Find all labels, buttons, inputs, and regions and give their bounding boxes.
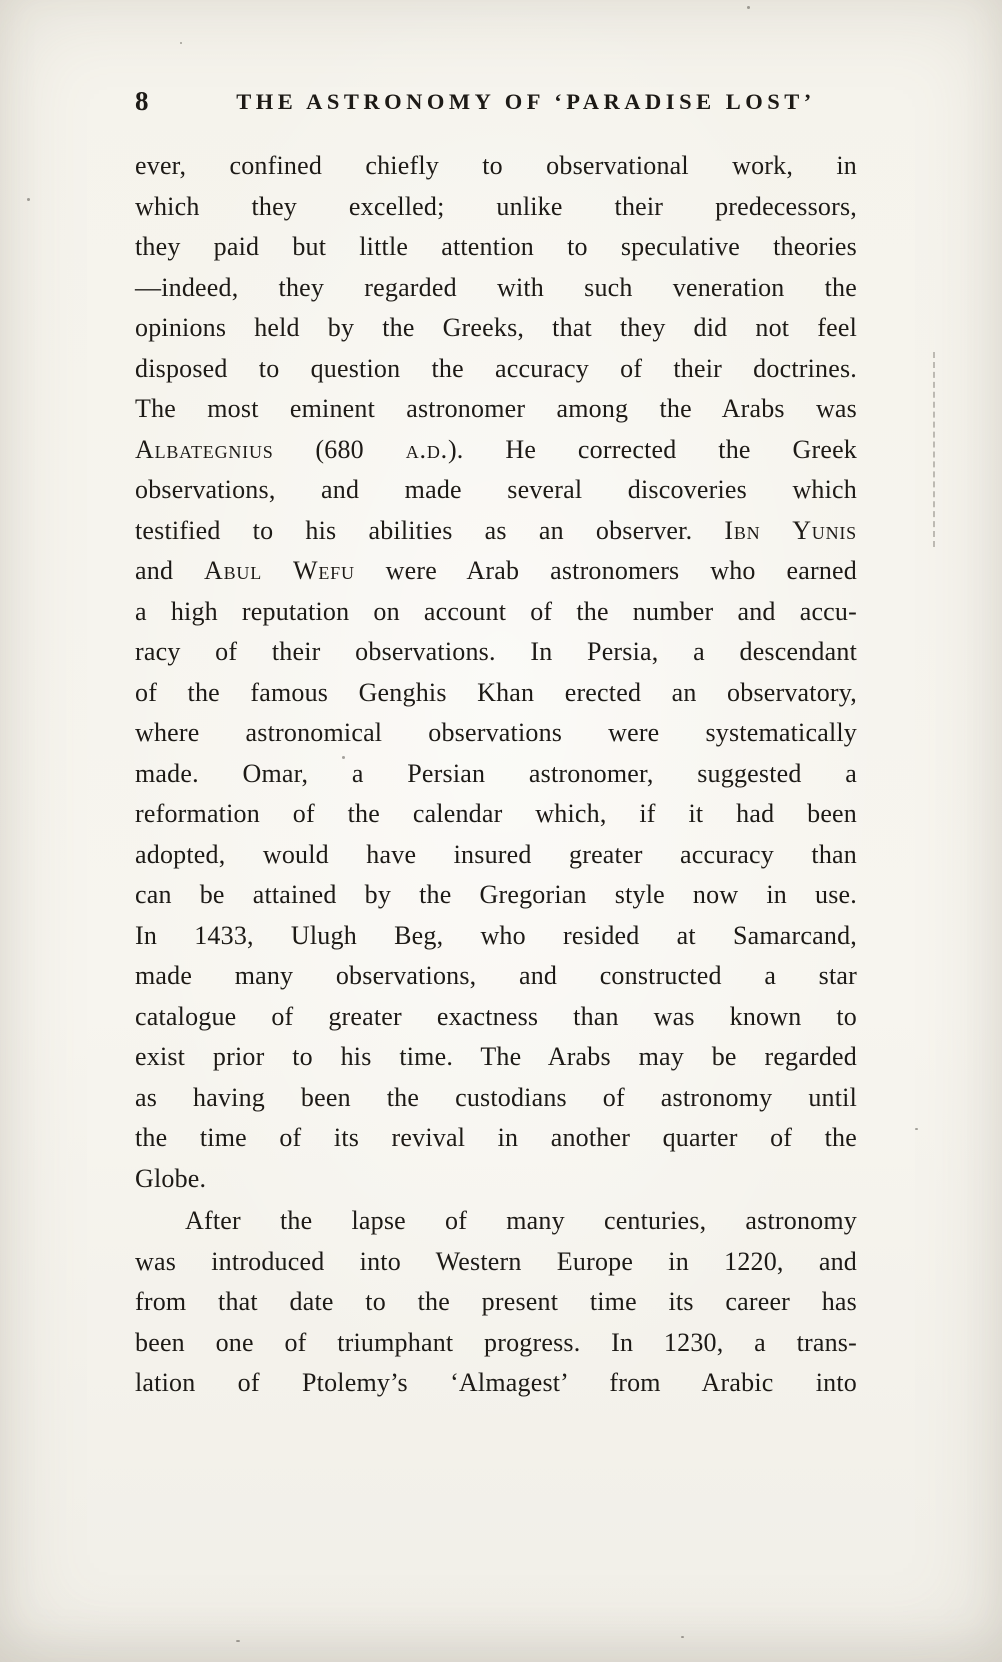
- text-segment: Globe.: [135, 1163, 207, 1193]
- text-segment: as having been the custodians of astronomy until: [135, 1082, 857, 1112]
- text-segment: a high reputation on account of the number and accu-: [135, 596, 857, 626]
- text-segment: After the lapse of many centuries, astronomy: [185, 1206, 857, 1235]
- text-segment: observations, and made several discoveries which: [135, 475, 857, 504]
- text-segment: opinions held by the Greeks, that they did not feel: [135, 313, 857, 342]
- text-line: [135, 997, 857, 1038]
- text-line: [135, 308, 857, 349]
- text-segment: ever, confined chiefly to observational work, in: [135, 151, 857, 180]
- text-line: [135, 1282, 857, 1323]
- text-segment: catalogue of greater exactness than was known to: [135, 1001, 857, 1031]
- scan-speck: [180, 42, 182, 44]
- text-line: [135, 349, 857, 390]
- text-segment: of the famous Genghis Khan erected an observatory,: [135, 677, 857, 707]
- text-segment: from that date to the present time its career has: [135, 1287, 857, 1316]
- page-number: 8: [135, 86, 150, 116]
- text-segment: made. Omar, a Persian astronomer, suggested a: [135, 758, 857, 788]
- running-title: THE ASTRONOMY OF ‘PARADISE LOST’: [236, 89, 816, 114]
- text-line: [135, 146, 857, 187]
- text-line: [135, 227, 857, 268]
- text-segment: exist prior to his time. The Arabs may be regarded: [135, 1042, 857, 1071]
- text-segment: they paid but little attention to speculative theories: [135, 232, 857, 261]
- text-segment: was introduced into Western Europe in 1220, and: [135, 1246, 857, 1276]
- text-line: [135, 916, 857, 957]
- text-line: [135, 1242, 857, 1283]
- text-line: [135, 956, 857, 997]
- small-caps-name: Ibn Yunis: [724, 515, 857, 545]
- text-line: [135, 673, 857, 714]
- text-segment: lation of Ptolemy’s ‘Almagest’ from Arabic into: [135, 1368, 857, 1397]
- text-line: [135, 713, 857, 754]
- text-segment: and: [135, 556, 205, 585]
- text-body: [135, 146, 857, 1404]
- text-line: [135, 1078, 857, 1119]
- scan-speck: [342, 756, 345, 759]
- text-line: [135, 1363, 857, 1404]
- text-segment: can be attained by the Gregorian style now in use.: [135, 880, 857, 909]
- small-caps-name: a.d.: [405, 434, 448, 464]
- text-line: [135, 511, 857, 552]
- text-line: [135, 1118, 857, 1159]
- text-line: [135, 754, 857, 795]
- text-segment: the time of its revival in another quarter of the: [135, 1123, 857, 1152]
- text-segment: which they excelled; unlike their predecessors,: [135, 191, 857, 221]
- text-segment: racy of their observations. In Persia, a descendant: [135, 637, 857, 666]
- text-line: [135, 1323, 857, 1364]
- scan-speck: [747, 6, 750, 9]
- small-caps-name: Abul Wefu: [204, 556, 355, 585]
- text-line: [135, 268, 857, 309]
- text-line: [135, 187, 857, 228]
- scan-speck: [27, 198, 30, 201]
- text-line: [135, 430, 857, 471]
- text-line: [135, 1159, 857, 1200]
- text-segment: adopted, would have insured greater accuracy than: [135, 839, 857, 869]
- running-header: [135, 86, 857, 120]
- text-line: [135, 389, 857, 430]
- text-line: [135, 794, 857, 835]
- scan-artifact-line: [933, 352, 935, 547]
- text-segment: disposed to question the accuracy of their doctrines.: [135, 353, 857, 383]
- text-segment: where astronomical observations were systematically: [135, 718, 857, 747]
- paragraph: [135, 146, 857, 1199]
- text-segment: —indeed, they regarded with such veneration the: [135, 272, 857, 302]
- scan-speck: [681, 1636, 684, 1638]
- text-line: [135, 592, 857, 633]
- text-line: [135, 1037, 857, 1078]
- small-caps-name: Albategnius: [135, 434, 274, 464]
- text-segment: ). He corrected the Greek: [447, 434, 858, 464]
- text-segment: been one of triumphant progress. In 1230, a trans-: [135, 1327, 857, 1357]
- text-segment: (680: [273, 434, 406, 464]
- text-segment: were Arab astronomers who earned: [354, 556, 857, 585]
- text-line: [135, 470, 857, 511]
- text-line: [135, 551, 857, 592]
- text-segment: The most eminent astronomer among the Arabs was: [135, 394, 857, 423]
- text-line: [135, 835, 857, 876]
- text-line: [135, 1201, 857, 1242]
- text-segment: testified to his abilities as an observer.: [135, 515, 725, 545]
- text-line: [135, 875, 857, 916]
- text-line: [135, 632, 857, 673]
- scan-speck: [236, 1640, 240, 1642]
- scan-speck: [915, 1128, 918, 1130]
- paragraph: [135, 1201, 857, 1404]
- text-segment: made many observations, and constructed a star: [135, 961, 857, 990]
- text-segment: In 1433, Ulugh Beg, who resided at Samarcand,: [135, 920, 857, 950]
- text-segment: reformation of the calendar which, if it had been: [135, 799, 857, 828]
